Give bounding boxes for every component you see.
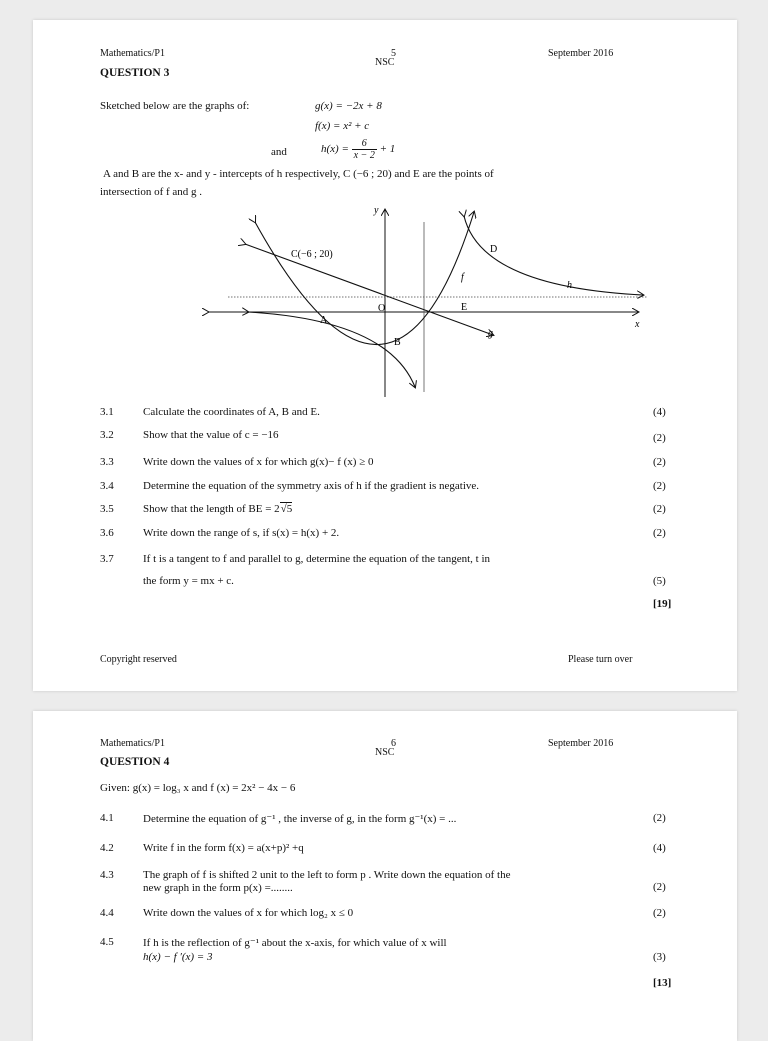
item-text-main: Show that the length of BE = 2 — [143, 503, 280, 515]
header-subject: Mathematics/P1 — [100, 48, 165, 59]
item-text: The graph of f is shifted 2 unit to the left to form p . Write down the equation of the — [143, 869, 511, 881]
item-text: Write down the range of s, if s(x) = h(x) + 2. — [143, 527, 340, 539]
header-nsc: NSC — [375, 747, 395, 758]
parabola-f — [255, 212, 474, 345]
description-line-1: A and B are the x- and y - intercepts of h respectively, C (−6 ; 20) and E are the points of — [103, 168, 494, 180]
label-point-d: D — [490, 244, 498, 255]
label-graph-g: g — [488, 328, 493, 339]
footer-copyright: Copyright reserved — [100, 654, 177, 665]
item-number: 3.2 — [100, 429, 114, 441]
exam-page-6 — [33, 711, 737, 1041]
item-marks: (3) — [653, 951, 666, 963]
header-page-number: 5 — [391, 48, 396, 59]
line-g — [245, 244, 493, 335]
item-marks: (2) — [653, 907, 666, 919]
header-page-number: 6 — [391, 738, 396, 749]
h-denominator: x − 2 — [353, 150, 375, 161]
hyperbola-h-right — [464, 216, 643, 295]
hyperbola-h-left — [248, 312, 415, 387]
item-number: 3.1 — [100, 406, 114, 418]
item-marks: (2) — [653, 432, 666, 444]
item-text: If h is the reflection of g⁻¹ about the x-axis, for which value of x will — [143, 937, 447, 949]
h-lhs: h(x) = — [321, 143, 349, 156]
item-text — [143, 503, 292, 515]
item-number: 4.2 — [100, 842, 114, 854]
label-graph-h: h — [567, 280, 572, 291]
item-marks: (2) — [653, 527, 666, 539]
item-text: Write down the values of x for which log₂ x ≤ 0 — [143, 907, 354, 919]
label-graph-f: f — [461, 272, 464, 283]
question-total: [13] — [653, 977, 672, 989]
h-fraction — [352, 138, 377, 161]
label-x-axis: x — [635, 319, 640, 330]
header-nsc: NSC — [375, 57, 395, 68]
item-marks: (4) — [653, 842, 666, 854]
item-number: 4.3 — [100, 869, 114, 881]
question-total: [19] — [653, 598, 672, 610]
item-number: 3.5 — [100, 503, 114, 515]
item-text: Determine the equation of g⁻¹ , the inverse of g, in the form g⁻¹(x) = ... — [143, 813, 457, 825]
label-point-b: B — [394, 337, 401, 348]
item-marks: (5) — [653, 575, 666, 587]
h-tail: + 1 — [379, 143, 396, 156]
item-text-continued: the form y = mx + c. — [143, 575, 234, 587]
item-number: 3.6 — [100, 527, 114, 539]
g-definition: g(x) = −2x + 8 — [315, 100, 382, 112]
label-point-c: C(−6 ; 20) — [291, 249, 333, 260]
item-text-continued: h(x) − f ′(x) = 3 — [143, 951, 213, 963]
item-text: Show that the value of c = −16 — [143, 429, 279, 441]
item-marks: (2) — [653, 456, 666, 468]
item-number: 4.1 — [100, 812, 114, 824]
item-text-continued: new graph in the form p(x) =........ — [143, 882, 293, 894]
header-date: September 2016 — [548, 48, 614, 59]
description-line-2: intersection of f and g . — [100, 186, 203, 198]
label-origin: O — [378, 303, 386, 314]
h-numerator: 6 — [352, 138, 377, 150]
item-marks: (2) — [653, 480, 666, 492]
and-word: and — [271, 146, 287, 158]
item-number: 4.5 — [100, 936, 114, 948]
item-number: 3.3 — [100, 456, 114, 468]
item-marks: (2) — [653, 881, 666, 893]
h-definition — [321, 138, 395, 161]
f-definition: f(x) = x² + c — [315, 120, 370, 132]
label-point-e: E — [461, 302, 468, 313]
item-marks: (2) — [653, 503, 666, 515]
exam-page-5 — [33, 20, 737, 691]
item-marks: (4) — [653, 406, 666, 418]
header-date: September 2016 — [548, 738, 614, 749]
footer-turn-over: Please turn over — [568, 654, 633, 665]
question-title: QUESTION 3 — [100, 67, 170, 79]
intro-text: Sketched below are the graphs of: — [100, 100, 250, 112]
item-text: Write f in the form f(x) = a(x+p)² +q — [143, 842, 304, 854]
item-number: 3.4 — [100, 480, 114, 492]
label-y-axis: y — [374, 205, 379, 216]
graph-sketch — [193, 202, 653, 402]
item-number: 3.7 — [100, 553, 114, 565]
item-text: Write down the values of x for which g(x)− f (x) ≥ 0 — [143, 456, 374, 468]
question-title: QUESTION 4 — [100, 756, 170, 768]
item-marks: (2) — [653, 812, 666, 824]
item-text: Determine the equation of the symmetry axis of h if the gradient is negative. — [143, 480, 480, 492]
sqrt-five: √5 — [280, 503, 293, 515]
item-number: 4.4 — [100, 907, 114, 919]
label-point-a: A — [320, 315, 328, 326]
header-subject: Mathematics/P1 — [100, 738, 165, 749]
item-text: Calculate the coordinates of A, B and E. — [143, 406, 320, 418]
item-text: If t is a tangent to f and parallel to g, determine the equation of the tangent, t in — [143, 553, 490, 565]
given-statement: Given: g(x) = log₃ x and f (x) = 2x² − 4x − 6 — [100, 782, 296, 794]
